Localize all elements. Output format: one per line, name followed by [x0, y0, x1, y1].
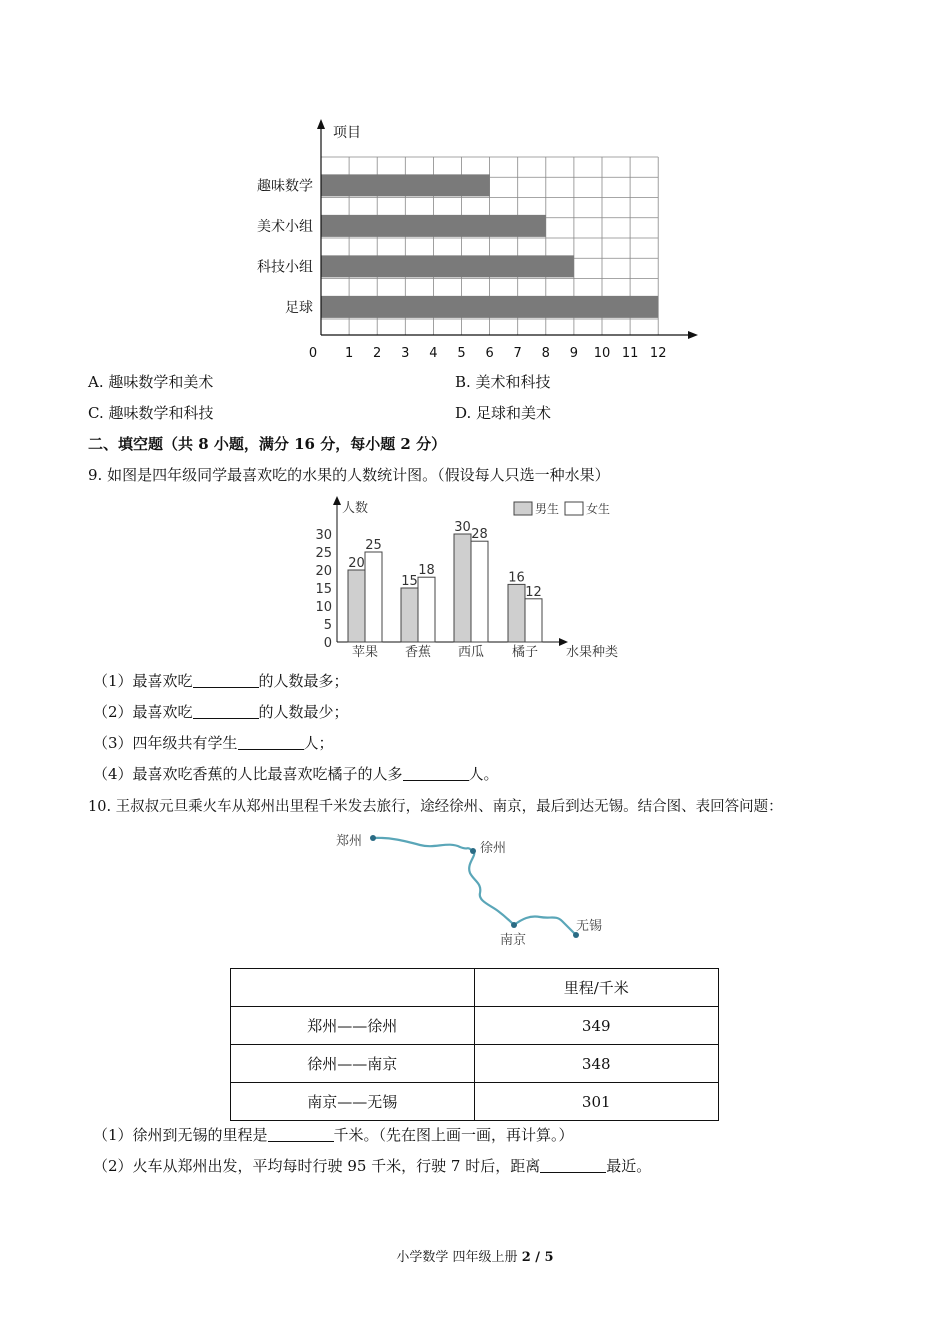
legend-label-boys: 男生	[535, 502, 560, 516]
bar	[508, 584, 525, 642]
x-tick-label: 2	[373, 346, 382, 361]
data-label: 12	[525, 584, 542, 600]
x-tick-label: 12	[649, 346, 667, 361]
y-tick-label: 15	[315, 582, 332, 597]
map-label-wuxi: 无锡	[576, 919, 603, 934]
q10-sub1-pre: （1）徐州到无锡的里程是	[93, 1126, 268, 1144]
railway-map	[330, 823, 620, 953]
zhengzhou-dot	[370, 835, 376, 841]
bar	[525, 599, 542, 642]
fruit-legend	[514, 501, 610, 516]
q10-sub2-post: 最近。	[606, 1157, 652, 1175]
q10-sub2-pre: （2）火车从郑州出发，平均每时行驶 95 千米，行驶 7 时后，距离	[93, 1157, 541, 1175]
page-number: 2 / 5	[521, 1250, 554, 1265]
fruit-chart-xlabel: 水果种类	[566, 645, 619, 660]
option-c[interactable]: C. 趣味数学和科技	[88, 404, 214, 422]
y-tick-label: 20	[315, 564, 332, 579]
data-label: 16	[508, 570, 525, 586]
x-tick-label: 5	[457, 346, 466, 361]
table-cell: 301	[474, 1083, 719, 1121]
q9-sub3-pre: （3）四年级共有学生	[93, 734, 238, 752]
section-title: 二、填空题（共 8 小题，满分 16 分，每小题 2 分）	[88, 435, 447, 453]
q9-blank-1[interactable]	[193, 673, 259, 688]
q9-sub1-post: 的人数最多；	[258, 672, 349, 690]
y-tick-label: 10	[315, 600, 332, 615]
q9-sub4-post: 人。	[468, 765, 499, 783]
bar	[401, 588, 418, 642]
q10-sub2	[93, 1155, 651, 1176]
category-label: 趣味数学	[257, 178, 313, 195]
x-tick-label: 11	[621, 346, 639, 361]
bar	[321, 215, 546, 237]
data-label: 15	[401, 574, 418, 589]
option-d[interactable]: D. 足球和美术	[455, 404, 552, 422]
q10-blank-2[interactable]	[540, 1158, 606, 1173]
category-label: 香蕉	[404, 645, 432, 660]
q9-sub3-post: 人；	[303, 734, 334, 752]
nanjing-dot	[511, 922, 517, 928]
x-tick-label: 7	[513, 346, 522, 361]
bar	[365, 552, 382, 642]
footer-text: 小学数学 四年级上册	[396, 1250, 518, 1265]
category-label: 美术小组	[257, 218, 313, 235]
bar	[348, 570, 365, 642]
data-label: 25	[365, 538, 382, 553]
table-row	[231, 1083, 719, 1121]
x-tick-label: 6	[485, 346, 494, 361]
legend-swatch-boys	[514, 502, 532, 515]
y-tick-label: 30	[315, 528, 332, 543]
q10-sub1	[93, 1124, 574, 1145]
bar	[321, 255, 574, 277]
q10-sub1-post: 千米。（先在图上画一画，再计算。）	[333, 1126, 574, 1144]
y-tick-label: 5	[323, 618, 332, 633]
q9-sub4	[93, 763, 499, 784]
q9-sub2	[93, 701, 349, 722]
table-row	[231, 1045, 719, 1083]
y-tick-label: 0	[323, 636, 332, 651]
option-a[interactable]: A. 趣味数学和美术	[88, 373, 214, 391]
q9-sub1	[93, 670, 349, 691]
table-row	[231, 1007, 719, 1045]
q9-sub3	[93, 732, 334, 753]
xuzhou-dot	[470, 848, 476, 854]
q10-blank-1[interactable]	[268, 1127, 334, 1142]
map-label-zhengzhou: 郑州	[336, 834, 363, 849]
table-header-cell: 里程/千米	[474, 969, 719, 1007]
x-tick-label: 4	[429, 346, 438, 361]
map-label-xuzhou: 徐州	[480, 841, 507, 856]
table-cell: 349	[474, 1007, 719, 1045]
data-label: 18	[418, 563, 435, 579]
bar	[321, 174, 490, 196]
bar	[321, 296, 658, 318]
y-tick-label: 25	[315, 546, 332, 561]
page-footer	[0, 1246, 950, 1265]
table-header-row	[231, 969, 719, 1007]
category-label: 西瓜	[457, 645, 485, 660]
legend-swatch-girls	[565, 502, 583, 515]
data-label: 28	[471, 527, 488, 543]
bar	[454, 534, 471, 642]
top-bar-chart	[240, 115, 710, 365]
table-cell: 徐州——南京	[231, 1045, 475, 1083]
bar	[471, 541, 488, 642]
x-tick-label: 9	[569, 346, 579, 361]
data-label: 20	[348, 556, 365, 571]
legend-label-girls: 女生	[586, 502, 611, 516]
table-cell: 郑州——徐州	[231, 1007, 475, 1045]
top-chart-ylabel: 项目	[333, 125, 361, 141]
q10-stem: 10. 王叔叔元旦乘火车从郑州出里程千米发去旅行，途经徐州、南京，最后到达无锡。结合图、表回答问题：	[88, 799, 783, 815]
category-label: 科技小组	[257, 259, 313, 276]
q9-sub2-pre: （2）最喜欢吃	[93, 703, 193, 721]
x-tick-label: 10	[593, 346, 611, 361]
q9-sub2-post: 的人数最少；	[258, 703, 349, 721]
q9-blank-2[interactable]	[193, 704, 259, 719]
bar	[418, 577, 435, 642]
table-cell: 南京——无锡	[231, 1083, 475, 1121]
x-tick-label: 1	[344, 346, 354, 361]
q9-stem: 9. 如图是四年级同学最喜欢吃的水果的人数统计图。（假设每人只选一种水果）	[88, 466, 610, 484]
fruit-bar-chart	[308, 492, 638, 662]
q9-sub4-pre: （4）最喜欢吃香蕉的人比最喜欢吃橘子的人多	[93, 765, 403, 783]
x-tick-label: 8	[541, 346, 550, 361]
category-label: 橘子	[511, 645, 539, 660]
data-label: 30	[454, 520, 471, 535]
q9-blank-4[interactable]	[403, 766, 469, 781]
x-tick-label: 3	[401, 346, 410, 361]
q9-blank-3[interactable]	[238, 735, 304, 750]
table-cell: 348	[474, 1045, 719, 1083]
q9-sub1-pre: （1）最喜欢吃	[93, 672, 193, 690]
fruit-chart-ylabel: 人数	[342, 501, 369, 516]
option-b[interactable]: B. 美术和科技	[455, 373, 551, 391]
table-header-cell	[231, 969, 475, 1007]
category-label: 苹果	[351, 645, 379, 660]
category-label: 足球	[285, 299, 313, 316]
distance-table	[230, 968, 719, 1121]
map-label-nanjing: 南京	[500, 933, 527, 948]
x-tick-label: 0	[308, 346, 318, 361]
